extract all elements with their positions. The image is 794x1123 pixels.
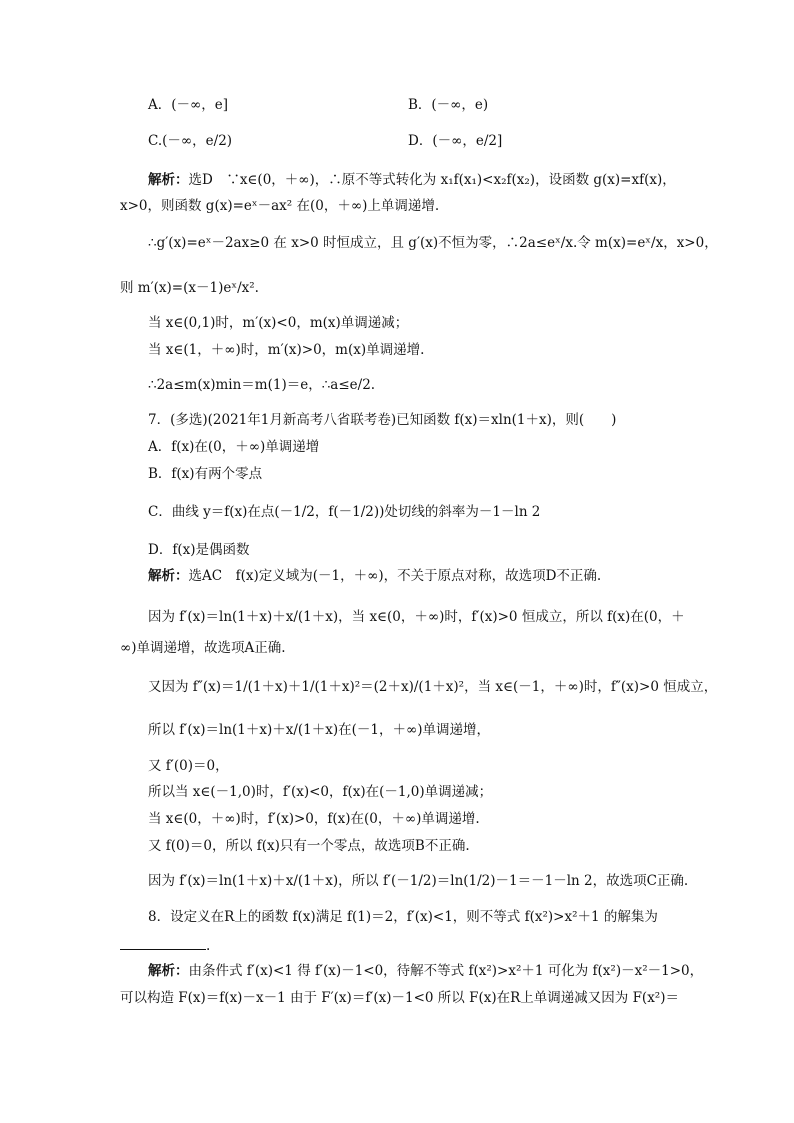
q7-option-a: A．f(x)在(0，＋∞)单调递增 (148, 439, 320, 455)
q6-solution-line-6: 当 x∈(1，＋∞)时，m′(x)>0，m(x)单调递增. (148, 342, 425, 358)
q8-stem: 8．设定义在R上的函数 f(x)满足 f(1)＝2，f′(x)<1，则不等式 f(x²)>x²＋1 的解集为 (148, 909, 658, 925)
q6-option-d: D．(－∞，e/2] (408, 133, 503, 149)
q6-solution-line-5: 当 x∈(0,1)时，m′(x)<0，m(x)单调递减； (148, 315, 409, 331)
q7-solution-line-10: 因为 f′(x)＝ln(1＋x)＋x/(1＋x)，所以 f′(－1/2)＝ln(1/2)－1＝－1－ln 2，故选项C正确. (148, 873, 689, 889)
q6-solution-line-2: x>0，则函数 g(x)=eˣ－ax² 在(0，＋∞)上单调递增. (120, 198, 440, 214)
q7-stem: 7．(多选)(2021年1月新高考八省联考卷)已知函数 f(x)＝xln(1＋x)，则( ) (148, 412, 617, 428)
solution-label: 解析： (148, 963, 189, 979)
q6-option-c: C.(－∞，e/2) (148, 133, 233, 149)
q7-solution-line-9: 又 f(0)＝0，所以 f(x)只有一个零点，故选项B不正确. (148, 838, 470, 854)
q6-option-a: A．(－∞，e] (148, 97, 229, 113)
q7-option-c: C．曲线 y＝f(x)在点(－1/2，f(－1/2))处切线的斜率为－1－ln 2 (148, 504, 541, 520)
q8-answer-blank: . (120, 935, 210, 956)
q6-solution-line-1: 解析：选D ∵x∈(0，＋∞)，∴原不等式转化为 x₁f(x₁)<x₂f(x₂)，设函数 g(x)=xf(x)， (148, 172, 676, 188)
q7-solution-line-3: ∞)单调递增，故选项A正确. (120, 640, 286, 656)
q8-solution-line-2: 可以构造 F(x)＝f(x)－x－1 由于 F′(x)＝f′(x)－1<0 所以 F(x)在R上单调递减又因为 F(x²)＝ (120, 990, 679, 1006)
q7-option-d: D．f(x)是偶函数 (148, 542, 250, 558)
q8-solution-line-1: 解析：由条件式 f′(x)<1 得 f′(x)－1<0，待解不等式 f(x²)>x²＋1 可化为 f(x²)－x²－1>0， (148, 963, 704, 979)
solution-label: 解析： (148, 568, 189, 584)
q7-option-b: B．f(x)有两个零点 (148, 466, 263, 482)
q6-solution-line-4: 则 m′(x)=(x－1)eˣ/x². (120, 280, 259, 296)
q7-solution-line-2: 因为 f′(x)＝ln(1＋x)＋x/(1＋x)，当 x∈(0，＋∞)时，f′(x)>0 恒成立，所以 f(x)在(0，＋ (148, 609, 685, 625)
answer-blank (120, 935, 206, 950)
q7-solution-line-6: 又 f′(0)＝0， (148, 758, 229, 774)
q7-solution-line-7: 所以当 x∈(－1,0)时，f′(x)<0，f(x)在(－1,0)单调递减； (148, 784, 493, 800)
q7-solution-line-5: 所以 f′(x)＝ln(1＋x)＋x/(1＋x)在(－1，＋∞)单调递增， (148, 722, 491, 738)
solution-label: 解析： (148, 172, 189, 188)
q7-solution-line-1: 解析：选AC f(x)定义域为(－1，＋∞)，不关于原点对称，故选项D不正确. (148, 568, 602, 584)
q6-solution-line-7: ∴2a≤m(x)min＝m(1)＝e，∴a≤e/2. (148, 377, 376, 393)
q7-solution-line-8: 当 x∈(0，＋∞)时，f′(x)>0，f(x)在(0，＋∞)单调递增. (148, 811, 480, 827)
q6-option-b: B．(－∞，e) (408, 97, 489, 113)
q6-solution-line-3: ∴g′(x)=eˣ－2ax≥0 在 x>0 时恒成立，且 g′(x)不恒为零，∴2a≤eˣ/x.令 m(x)=eˣ/x，x>0， (148, 235, 718, 251)
q7-solution-line-4: 又因为 f″(x)＝1/(1＋x)＋1/(1＋x)²＝(2＋x)/(1＋x)²，当 x∈(－1，＋∞)时，f″(x)>0 恒成立， (148, 679, 718, 695)
